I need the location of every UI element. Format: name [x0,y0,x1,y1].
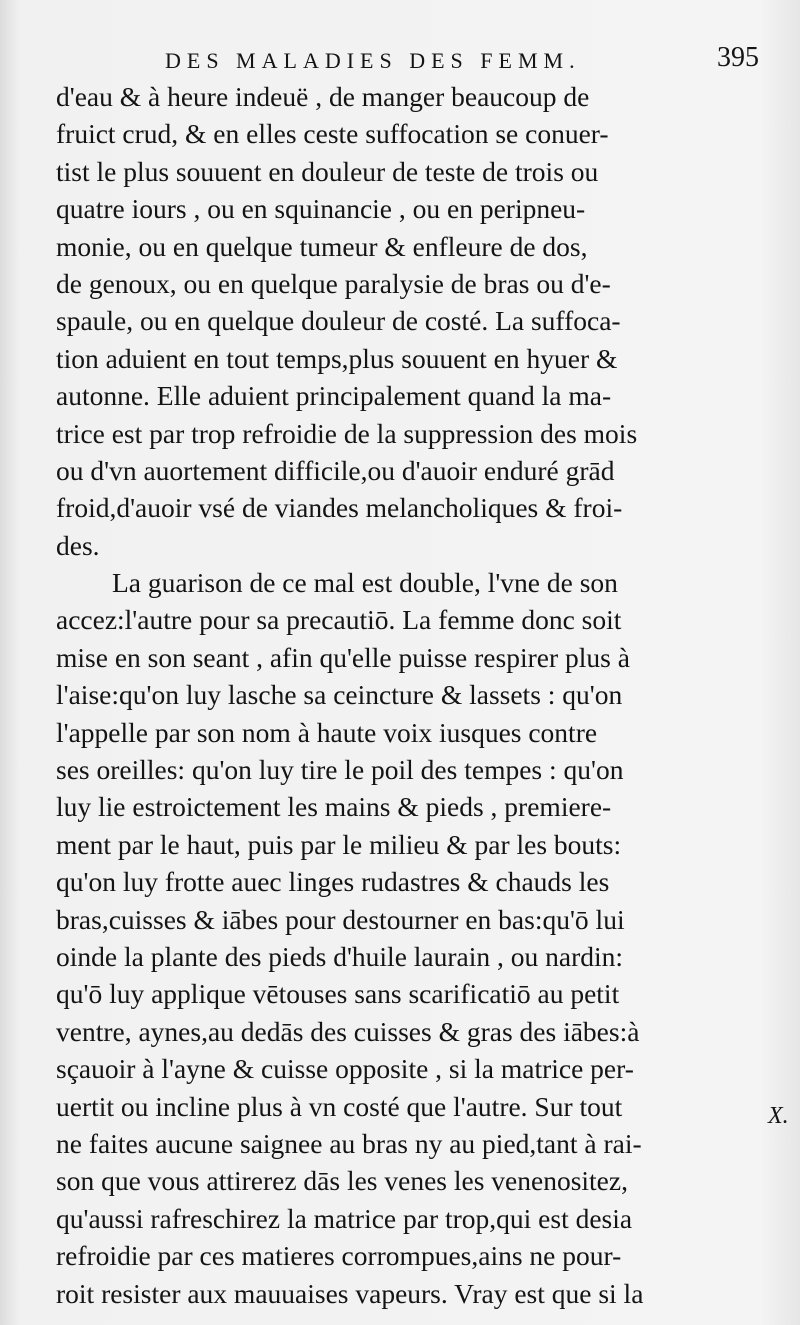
text-line: ou d'vn auortement difficile,ou d'auoir enduré grād [56,454,615,486]
text-line: accez:l'autre pour sa precautiō. La femme donc soit [56,604,622,636]
running-title: DES MALADIES DES FEMM. [165,48,581,73]
text-line: luy lie estroictement les mains & pieds , premiere- [56,791,612,823]
text-line: ses oreilles: qu'on luy tire le poil des tempes : qu'on [56,754,624,786]
text-line: ventre, aynes,au dedās des cuisses & gras des iābes:à [56,1015,640,1047]
page-header [165,42,765,78]
text-line: tion aduient en tout temps,plus souuent en hyuer & [56,342,618,374]
text-line: bras,cuisses & iābes pour destourner en bas:qu'ō lui [56,903,625,935]
page-number: 395 [717,42,759,73]
text-line: qu'aussi rafreschirez la matrice par trop,qui est desia [56,1202,633,1234]
text-line: tist le plus souuent en douleur de teste de trois ou [56,155,599,187]
text-line: trice est par trop refroidie de la suppression des mois [56,417,638,449]
text-line: roit resister aux mauuaises vapeurs. Vray est que si la [56,1277,644,1309]
text-line: de genoux, ou en quelque paralysie de bras ou d'e- [56,267,611,299]
text-line: l'aise:qu'on luy lasche sa ceincture & lassets : qu'on [56,679,623,711]
text-line: froid,d'auoir vsé de viandes melancholiques & froi- [56,492,623,524]
text-line: spaule, ou en quelque douleur de costé. La suffoca- [56,305,621,337]
text-line: oinde la plante des pieds d'huile laurain , ou nardin: [56,940,624,972]
body-text [56,78,766,1312]
text-line: mise en son seant , afin qu'elle puisse respirer plus à [56,641,630,673]
margin-note: X. [768,1103,789,1129]
text-line: ment par le haut, puis par le milieu & par les bouts: [56,828,622,860]
paragraph-start-line: La guarison de ce mal est double, l'vne de son [112,567,618,599]
text-line: autonne. Elle aduient principalement quand la ma- [56,380,612,412]
text-line: d'eau & à heure indeuë , de manger beaucoup de [56,81,590,112]
text-line: quatre iours , ou en squinancie , ou en peripneu- [56,193,586,225]
text-line: des. [56,529,100,561]
text-line: qu'on luy frotte auec linges rudastres & chauds les [56,866,610,898]
text-line: monie, ou en quelque tumeur & enfleure de dos, [56,230,588,262]
text-line: ne faites aucune saignee au bras ny au pied,tant à rai- [56,1127,642,1159]
text-line: l'appelle par son nom à haute voix iusques contre [56,716,598,748]
text-line: uertit ou incline plus à vn costé que l'autre. Sur tout [56,1090,623,1122]
text-line: refroidie par ces matieres corrompues,ains ne pour- [56,1240,622,1272]
text-line: son que vous attirerez dās les venes les venenositez, [56,1165,628,1197]
text-line: qu'ō luy applique vētouses sans scarificatiō au petit [56,978,620,1010]
text-line: fruict crud, & en elles ceste suffocation se conuer- [56,118,609,150]
text-line: sçauoir à l'ayne & cuisse opposite , si la matrice per- [56,1053,634,1085]
